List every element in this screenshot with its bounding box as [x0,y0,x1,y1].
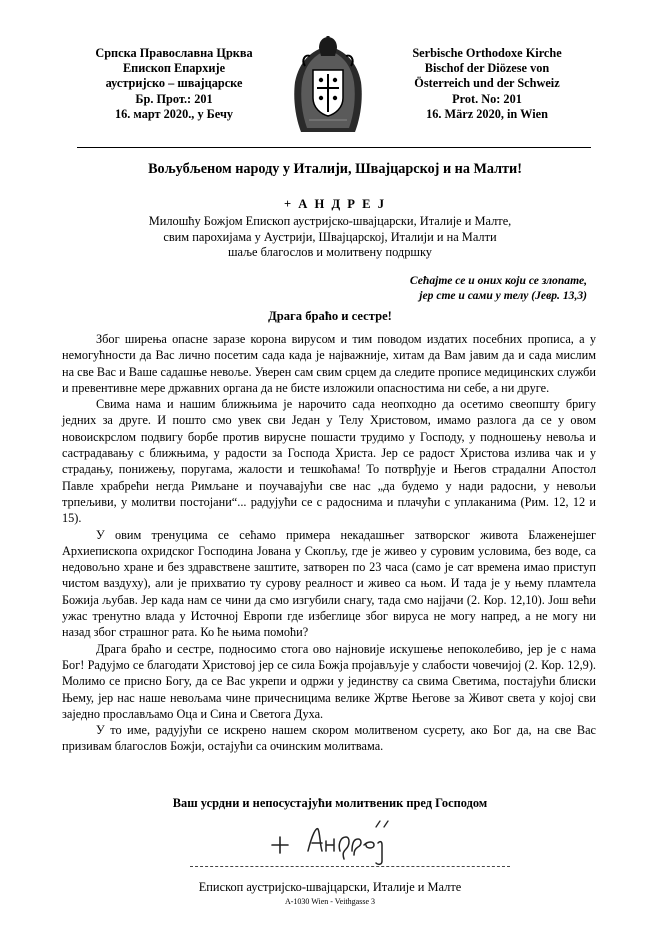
closing-line: Ваш усрдни и непосустајући молитвеник пред Господом [172,796,488,810]
header-left-line: 16. март 2020., у Бечу [114,106,234,121]
epigraph [257,273,587,304]
body-paragraph: У то име, радујући се искрено нашем скором молитвеном сусрету, ако Бог да, на све Вас призивам благослов Божји, остајући са очинским молитвама. [62,723,596,754]
letter-title: Вољубљеном народу у Италији, Швајцарској и на Малти! [148,161,522,177]
episcopal-coat-of-arms-icon [291,36,365,136]
greeting-block [90,214,570,261]
footer-address: A-1030 Wien - Veithgasse 3 [284,897,376,906]
body-paragraph: Због ширења опасне заразе корона вирусом и тим поводом издатих посебних прописа, а у немогућности да Вас лично посетим сада када је најважније, хитам да Вам јавим да и сада мислим на све Вас и Ваше садашње невоље. Уверен сам свим срцем да следите прописе медицинских служби и превентивне мере државних органа да не бисте изложили опасностима ни себе, а ни друге. [62,332,596,395]
signature-dashed-line [190,866,510,867]
header-left-block [59,46,289,122]
header-divider [77,147,591,148]
greeting-line: свим парохијама у Аустрији, Швајцарској, Италији и на Малти [163,229,497,244]
header-left-line: Српска Православна Црква [95,46,253,60]
body-paragraph: У овим тренуцима се сећамо примера некадашњег затворског живота Блаженејшег Архиепископа охридског Господина Јована у Скопљу, где је живео у суровим условима, без воде, са недовољно хране и без здравствене заштите, затворен по 23 часа (само је сат времена имао приступ чистом ваздуху), али је прихватио ту сурову реалност и живео са њом. И тада је у њему пламтела Божија љубав. Јер када нам се чини да смо изгубили снагу, тада смо најјачи (2. Кор. 12,10). Још већи ужас тренутно влада у Источној Европи где избеглице због вируса не могу напред, а не могу ни назад због страшног рата. Ко ће њима помоћи? [62,527,596,640]
salutation: Драга браћо и сестре! [268,309,392,323]
header-left-line: Бр. Прот.: 201 [135,91,213,106]
letter-body [62,331,596,755]
header-left-line: Епископ Епархије [122,61,226,76]
body-paragraph: Драга браћо и сестре, подносимо стога ово најновије искушење непоколебиво, јер је с нама Бог! Радујмо се благодати Христовој јер се сила Божја пројављује у слабости човечијој (2. Кор. 12,9). Молимо се присно Богу, да се Вас укрепи и одржи у јединству са свима Светима, постајући блиски Њему, јер нас наше невољама чине причесницима велике Жртве Његове за Живот света у којој сви заједно прослављамо Оца и Сина и Светога Духа. [62,641,596,721]
handwritten-signature [258,815,408,867]
epigraph-line: Сећајте се и оних који се злопате, [409,274,587,287]
header-right-line: 16. März 2020, in Wien [426,106,548,121]
header-right-block [372,46,602,122]
greeting-line: Милошћу Божјом Епископ аустријско-швајцарски, Италије и Малте, [148,214,512,228]
footer-title: Епископ аустријско-швајцарски, Италије и Малте [198,880,462,894]
body-paragraph: Свима нама и нашим ближњима је нарочито сада неопходно да осетимо свеопшту бригу једних за друге. И пошто смо увек сви Један у Телу Христовом, имамо разлога да се у овом новоискрслом подвигу борбе против вирусне пошасти трудимо у Господу, у подношењу невоља и састрадавању с ближњима, у радости за Господа Христа. Јер се радост Христова излива чак и у страдању, понижењу, поругама, жалости и тешкоћама! То потврђује и Његов страдални Апостол Павле храбрећи негда Римљане и поучавајући све нас „да будемо у нади радосни, у невољи трпељиви, у молитви постојани“... радујући се с радоснима и плачући с уплаканима (Рим. 12, 12 и 15). [62,397,596,526]
header-right-line: Serbische Orthodoxe Kirche [412,46,562,60]
bishop-name: + А Н Д Р Е Ј [283,197,386,211]
epigraph-line: јер сте и сами у телу (Јевр. 13,3) [419,289,587,303]
greeting-line: шаље благослов и молитвену подршку [227,245,432,260]
header-right-line: Prot. No: 201 [452,91,522,106]
header-right-line: Österreich und der Schweiz [414,76,560,91]
header-right-line: Bischof der Diözese von [424,61,550,76]
header-left-line: аустријско – швајцарске [105,76,243,91]
